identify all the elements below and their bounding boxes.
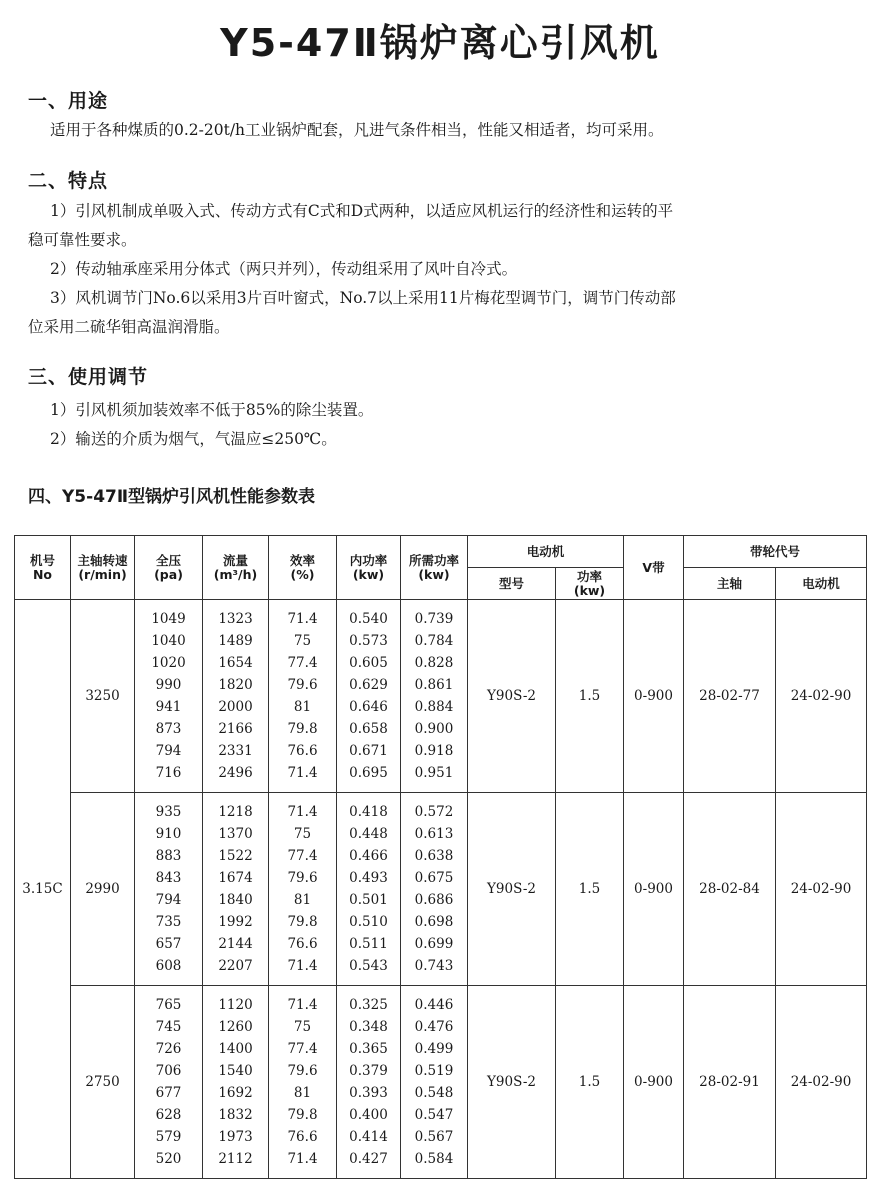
usage-adjust-paragraph [28,396,848,454]
speed-cell: 2990 [71,793,135,986]
pulley-motor-cell: 24-02-90 [776,986,867,1179]
header-efficiency: 效率 (%) [269,536,337,600]
required-power-cell: 0.572 0.613 0.638 0.675 0.686 0.698 0.699 0.743 [401,793,468,986]
usage-paragraph [28,116,848,145]
adjust-item-2: 2）输送的介质为烟气，气温应≤250℃。 [50,430,337,448]
header-motor-power: 功率 (kw) [556,568,624,600]
feature-item-1-line-1: 1）引风机制成单吸入式、传动方式有C式和D式两种，以适应风机运行的经济性和运转的平 [50,202,674,220]
pressure-cell: 935 910 883 843 794 735 657 608 [135,793,203,986]
feature-item-2: 2）传动轴承座采用分体式（两只并列），传动组采用了风叶自冷式。 [50,260,518,278]
table-row-group [15,793,867,986]
feature-item-1-line-2: 稳可靠性要求。 [28,231,137,249]
section-heading-usage-adjust: 三、使用调节 [28,366,149,388]
efficiency-cell: 71.4 75 77.4 79.6 81 79.8 76.6 71.4 [269,986,337,1179]
header-pressure: 全压 (pa) [135,536,203,600]
header-v-belt: V带 [624,536,684,600]
header-internal-power: 内功率 (kw) [337,536,401,600]
header-pulley-main: 主轴 [684,568,776,600]
efficiency-cell: 71.4 75 77.4 79.6 81 79.8 76.6 71.4 [269,600,337,793]
pulley-main-cell: 28-02-91 [684,986,776,1179]
v-belt-cell: 0-900 [624,600,684,793]
header-motor: 电动机 [468,536,624,568]
speed-cell: 2750 [71,986,135,1179]
flow-cell: 1120 1260 1400 1540 1692 1832 1973 2112 [203,986,269,1179]
motor-model-cell: Y90S-2 [468,793,556,986]
internal-power-cell: 0.540 0.573 0.605 0.629 0.646 0.658 0.671 0.695 [337,600,401,793]
motor-model-cell: Y90S-2 [468,600,556,793]
features-paragraph [28,197,848,342]
flow-cell: 1323 1489 1654 1820 2000 2166 2331 2496 [203,600,269,793]
table-row-group [15,600,867,793]
internal-power-cell: 0.325 0.348 0.365 0.379 0.393 0.400 0.414 0.427 [337,986,401,1179]
v-belt-cell: 0-900 [624,986,684,1179]
header-pulley-motor: 电动机 [776,568,867,600]
table-row-group [15,986,867,1179]
pulley-main-cell: 28-02-77 [684,600,776,793]
flow-cell: 1218 1370 1522 1674 1840 1992 2144 2207 [203,793,269,986]
v-belt-cell: 0-900 [624,793,684,986]
speed-cell: 3250 [71,600,135,793]
performance-table [14,535,867,1179]
required-power-cell: 0.446 0.476 0.499 0.519 0.548 0.547 0.567 0.584 [401,986,468,1179]
header-pulley-code: 带轮代号 [684,536,867,568]
pressure-cell: 765 745 726 706 677 628 579 520 [135,986,203,1179]
motor-power-cell: 1.5 [556,986,624,1179]
page-title: Y5-47Ⅱ锅炉离心引风机 [220,21,660,65]
machine-no-cell: 3.15C [15,600,71,1179]
header-motor-model: 型号 [468,568,556,600]
header-machine-no: 机号 No [15,536,71,600]
header-required-power: 所需功率 (kw) [401,536,468,600]
pulley-main-cell: 28-02-84 [684,793,776,986]
section-heading-usage: 一、用途 [28,90,109,112]
pulley-motor-cell: 24-02-90 [776,600,867,793]
motor-power-cell: 1.5 [556,793,624,986]
efficiency-cell: 71.4 75 77.4 79.6 81 79.8 76.6 71.4 [269,793,337,986]
usage-text: 适用于各种煤质的0.2-20t/h工业锅炉配套，凡进气条件相当，性能又相适者，均可采用。 [50,121,664,139]
feature-item-3-line-2: 位采用二硫华钼高温润滑脂。 [28,318,230,336]
pulley-motor-cell: 24-02-90 [776,793,867,986]
feature-item-3-line-1: 3）风机调节门No.6以采用3片百叶窗式，No.7以上采用11片梅花型调节门，调节门传动部 [50,289,676,307]
pressure-cell: 1049 1040 1020 990 941 873 794 716 [135,600,203,793]
required-power-cell: 0.739 0.784 0.828 0.861 0.884 0.900 0.918 0.951 [401,600,468,793]
section-heading-features: 二、特点 [28,170,109,192]
motor-power-cell: 1.5 [556,600,624,793]
motor-model-cell: Y90S-2 [468,986,556,1179]
adjust-item-1: 1）引风机须加装效率不低于85%的除尘装置。 [50,401,374,419]
header-speed: 主轴转速 (r/min) [71,536,135,600]
header-flow: 流量 (m³/h) [203,536,269,600]
section-heading-performance-table: 四、Y5-47Ⅱ型锅炉引风机性能参数表 [28,487,316,507]
internal-power-cell: 0.418 0.448 0.466 0.493 0.501 0.510 0.511 0.543 [337,793,401,986]
